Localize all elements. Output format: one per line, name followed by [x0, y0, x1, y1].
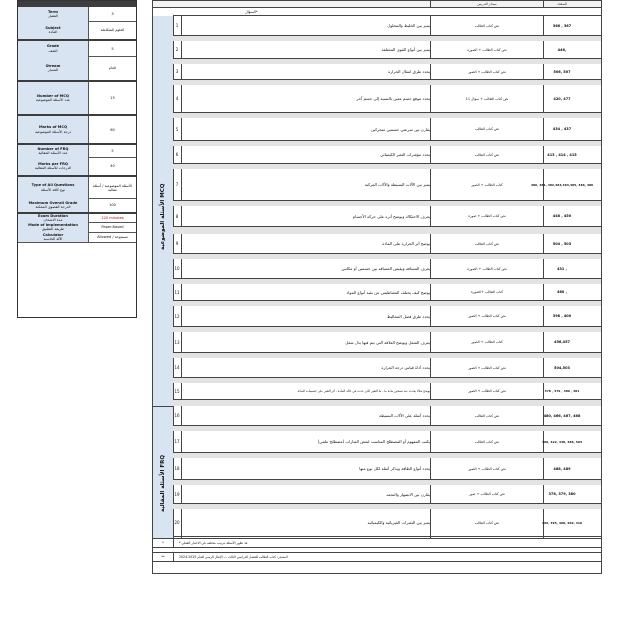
- row-objective: يميز بين التغيرات الفيزيائية والكيميائية: [367, 520, 430, 525]
- row-pages: 480, 481, 482,483,484,485, 486, 480: [530, 182, 594, 187]
- row-source: نص كتاب الطالب + صور: [469, 492, 505, 496]
- info-value: 40: [110, 164, 115, 168]
- info-row: [18, 157, 136, 176]
- footer-source: المصدر: كتاب الطالب للفصل الدراسي الثالث — الإطار الزمني للعام 2025-2024: [179, 555, 288, 559]
- info-label-en: Exam Duration: [38, 213, 68, 218]
- row-objective: يوضح مثالا يحدث عند تسخين مادة ما - ما التغير الذي حدث في حالة المادة - أثر التغير على جسيمات المادة: [297, 389, 430, 393]
- divider: [153, 406, 173, 407]
- row-pages: 366 , 367: [552, 23, 572, 28]
- row-pages: 413 , 414 , 415: [547, 152, 577, 157]
- row-objective: يحدد أنواع الطاقة ويذكر أمثلة لكل نوع منها: [359, 466, 430, 471]
- footer-marker: **: [153, 553, 174, 561]
- row-source: نص كتاب الطالب + صورة: [468, 214, 506, 218]
- row-number: 15: [174, 388, 180, 394]
- row-source: نص كتاب الطالب: [474, 152, 500, 157]
- info-label: [18, 56, 89, 80]
- row-source: نص كتاب الطالب + سؤال 11: [465, 96, 509, 101]
- row-source: نص كتاب الطالب + الصورة: [467, 266, 507, 271]
- info-label-en: Stream: [45, 63, 61, 68]
- info-value: 3: [111, 12, 114, 16]
- row-pages: 380, 422, 448, 488, 504: [541, 439, 583, 444]
- row-pages: 506, 507: [553, 69, 571, 74]
- row-pages: 396, 395, 408, 409, 410: [541, 520, 583, 525]
- row-source: نص كتاب الطالب: [474, 439, 500, 444]
- row-objective: يميز بين الآلات البسيطة والآلات المركبة: [364, 182, 430, 187]
- row-pages: 488, 489: [553, 466, 571, 471]
- info-label: [18, 145, 89, 157]
- row-objective: يحدد موقع جسم معين بالنسبة إلى جسم آخر: [356, 96, 430, 101]
- info-label-ar: المادة: [48, 30, 58, 34]
- row-pages: 448 , 450: [552, 214, 572, 218]
- info-value: العلوم المتكاملة: [100, 28, 125, 32]
- footer-source-row: [152, 552, 602, 562]
- row-number: 14: [174, 365, 180, 370]
- row-number: 18: [174, 466, 180, 471]
- info-label: [18, 214, 89, 222]
- info-label: [18, 232, 89, 242]
- row-number: 10: [174, 266, 180, 271]
- row-objective: يحدد أداة قياس درجة الحرارة: [381, 365, 430, 370]
- info-label-ar: الصف: [48, 48, 58, 53]
- row-source: كتاب الطالب + الصور: [471, 182, 503, 187]
- info-label-ar: الدرجة القصوى الممكنة: [35, 205, 71, 209]
- row-source: كتاب الطالب +الصورة: [470, 290, 504, 294]
- row-number: 2: [175, 47, 179, 52]
- info-label-en: Marks of MCQ: [38, 125, 68, 129]
- info-label: [18, 222, 89, 232]
- row-objective: يحدد أمثلة على الآلات البسيطة: [379, 413, 430, 418]
- row-source: نص كتاب الطالب: [474, 23, 500, 28]
- row-number: 1: [175, 23, 179, 28]
- row-pages: 378 , 379 , 380 , 381: [544, 389, 580, 393]
- row-pages: 504 , 503: [552, 241, 572, 246]
- info-label-en: Number of FRQ: [37, 146, 69, 151]
- info-label-ar: الآلة الحاسبة: [43, 237, 63, 241]
- row-objective: يوضح أثر الحرارة على المادة: [382, 241, 430, 246]
- row-source: نص كتاب الطالب + الصورة: [467, 47, 507, 52]
- info-row: [18, 116, 136, 144]
- row-number: 19: [174, 491, 180, 497]
- row-pages: 431 ,: [557, 266, 567, 271]
- info-row: [18, 82, 136, 115]
- group-label-mcq: الأسئلة الموضوعية MCQ: [160, 183, 166, 250]
- info-value: العام: [108, 66, 117, 70]
- info-label-ar: عدد الأسئلة الموضوعية: [35, 98, 71, 102]
- info-label-en: Subject: [45, 25, 61, 30]
- info-value: 120 minutes: [101, 216, 124, 220]
- row-number: 7: [175, 182, 179, 187]
- column-divider: [181, 16, 182, 538]
- row-number: 5: [175, 126, 179, 132]
- footer-marker: *: [153, 539, 174, 547]
- info-label: [18, 41, 89, 56]
- row-objective: يقارن بين الانصهار والتجمد: [386, 491, 430, 497]
- row-objective: يحدد طرق فصل المخاليط: [387, 313, 430, 319]
- footer-note-row: [152, 538, 602, 548]
- info-value: Paper-Based: [101, 225, 124, 229]
- footer-note: * قد تظهر الأسئلة بترتيب مختلف في الاختبار الفعلي: [179, 541, 248, 545]
- info-label-ar: عدد الأسئلة المقالية: [38, 151, 68, 155]
- row-divider: [173, 536, 601, 537]
- info-value: 5: [111, 149, 114, 153]
- row-source: نص كتاب الطالب: [474, 241, 500, 246]
- info-row: [18, 56, 136, 81]
- row-source: نص كتاب الطالب + الصور: [468, 365, 506, 370]
- row-number: 6: [175, 152, 179, 157]
- row-objective: يميز بين أنواع القوى المختلفة: [381, 47, 430, 52]
- row-source: نص كتاب الطالب + الصور: [468, 466, 506, 471]
- row-objective: يقارن بين سرعتي جسمين متحركين: [370, 126, 430, 132]
- header-source: مصادر التدريس: [477, 2, 497, 6]
- row-pages: 378, 379, 380: [548, 492, 576, 496]
- info-label-en: Mode of Implementation: [28, 222, 78, 227]
- row-source: كتاب الطالب + الصور: [471, 340, 503, 344]
- row-pages: 504,503: [554, 365, 570, 370]
- info-value: 5: [111, 46, 114, 51]
- info-label-en: Term: [48, 9, 58, 14]
- row-source: نص كتاب الطالب + الصور: [468, 314, 506, 318]
- column-divider: [430, 1, 431, 7]
- info-label-ar: المسار: [47, 68, 59, 72]
- row-number: 11: [174, 289, 180, 295]
- row-objective: يعرف الشغل ويوضح العلاقة التي يتم فيها بذل شغل: [345, 339, 430, 345]
- row-objective: يحدد مؤشرات التغير الكيميائي: [380, 152, 430, 157]
- row-pages: 398 , 400: [552, 314, 572, 318]
- info-row: [18, 41, 136, 57]
- row-source: نص كتاب الطالب + الصور: [468, 69, 506, 74]
- row-objective: يكتب المفهوم أو المصطلح المناسب لبعض العبارات (مصطلح علمي): [317, 439, 430, 444]
- info-label-ar: درجة الأسئلة الموضوعية: [34, 129, 72, 134]
- column-divider: [543, 1, 544, 7]
- row-number: 12: [174, 313, 180, 319]
- row-source: نص كتاب الطالب: [474, 413, 500, 418]
- info-label: [18, 116, 89, 143]
- info-row: [18, 7, 136, 22]
- row-pages: 420, 477: [553, 96, 571, 101]
- exam-info-panel: [17, 0, 137, 318]
- row-objective: يميز بين الخليط والمحلول: [387, 23, 430, 28]
- row-number: 8: [175, 213, 179, 219]
- info-label-ar: نوع كافة الأسئلة: [41, 187, 65, 192]
- row-separator: [173, 227, 601, 234]
- header-pages: الصفحة: [557, 2, 567, 6]
- row-number: 9: [175, 241, 179, 246]
- info-label: [18, 82, 89, 114]
- info-value: 100: [109, 203, 116, 207]
- info-label-ar: طريقة التطبيق: [41, 227, 65, 231]
- row-objective: يوضح كيف يختلف المغناطيس عن بقية أنواع المواد: [346, 289, 430, 295]
- row-number: 20: [174, 520, 180, 525]
- info-label: [18, 7, 89, 21]
- info-row: [18, 177, 136, 199]
- row-source: نص كتاب الطالب: [474, 520, 500, 525]
- info-label: [18, 177, 89, 198]
- section-title: السؤال*: [245, 9, 258, 14]
- row-pages: 456,457: [554, 340, 570, 344]
- info-label-ar: الدرجات للأسئلة المقالية: [34, 166, 72, 170]
- row-number: 17: [174, 439, 180, 444]
- info-row: [18, 232, 136, 243]
- row-number: 3: [175, 69, 179, 74]
- row-number: 4: [175, 96, 179, 101]
- row-objective: يحدد طرق انتقال الحرارة: [388, 69, 430, 74]
- group-label-frq: الأسئلة المقالية FRQ: [160, 454, 166, 512]
- row-number: 13: [174, 339, 180, 345]
- row-objective: يعرف المسافة ويقيس المسافة بين جسمين أو مكانين: [341, 266, 430, 271]
- info-label: [18, 198, 89, 212]
- info-label: [18, 21, 89, 39]
- info-label-ar: مدة الامتحان: [43, 218, 63, 222]
- row-pages: 460 ,: [557, 290, 567, 294]
- exam-structure-table: [152, 0, 602, 574]
- info-value: الأسئلة الموضوعية / أسئلة مقالية: [92, 183, 133, 192]
- row-pages: 434 , 437: [552, 127, 572, 131]
- info-value: 60: [110, 127, 115, 132]
- row-source: نص كتاب الطالب: [474, 127, 500, 131]
- info-label-en: Marks per FRQ: [38, 161, 68, 166]
- row-source: نص كتاب الطالب + الصور: [468, 389, 506, 393]
- info-value: Allowed / مسموحة: [97, 235, 128, 239]
- row-number: 16: [174, 413, 180, 418]
- info-label-en: Calculator: [42, 232, 64, 237]
- info-label-en: Number of MCQ: [37, 93, 69, 98]
- info-label-ar: الفصل: [48, 14, 58, 18]
- row-objective: يعرف الاحتكاك ويوضح أثره على حركة الأجسام: [352, 213, 430, 219]
- info-value: 15: [110, 96, 115, 100]
- row-pages: 480, 466, 467, 468: [543, 413, 581, 418]
- info-label-en: Type of All Questions: [31, 183, 75, 187]
- row-pages: 446,: [557, 47, 567, 52]
- info-row: [18, 198, 136, 213]
- info-label: [18, 157, 89, 175]
- info-row: [18, 21, 136, 40]
- info-label-en: Grade: [46, 44, 60, 48]
- info-label-en: Maximum Overall Grade: [28, 200, 78, 205]
